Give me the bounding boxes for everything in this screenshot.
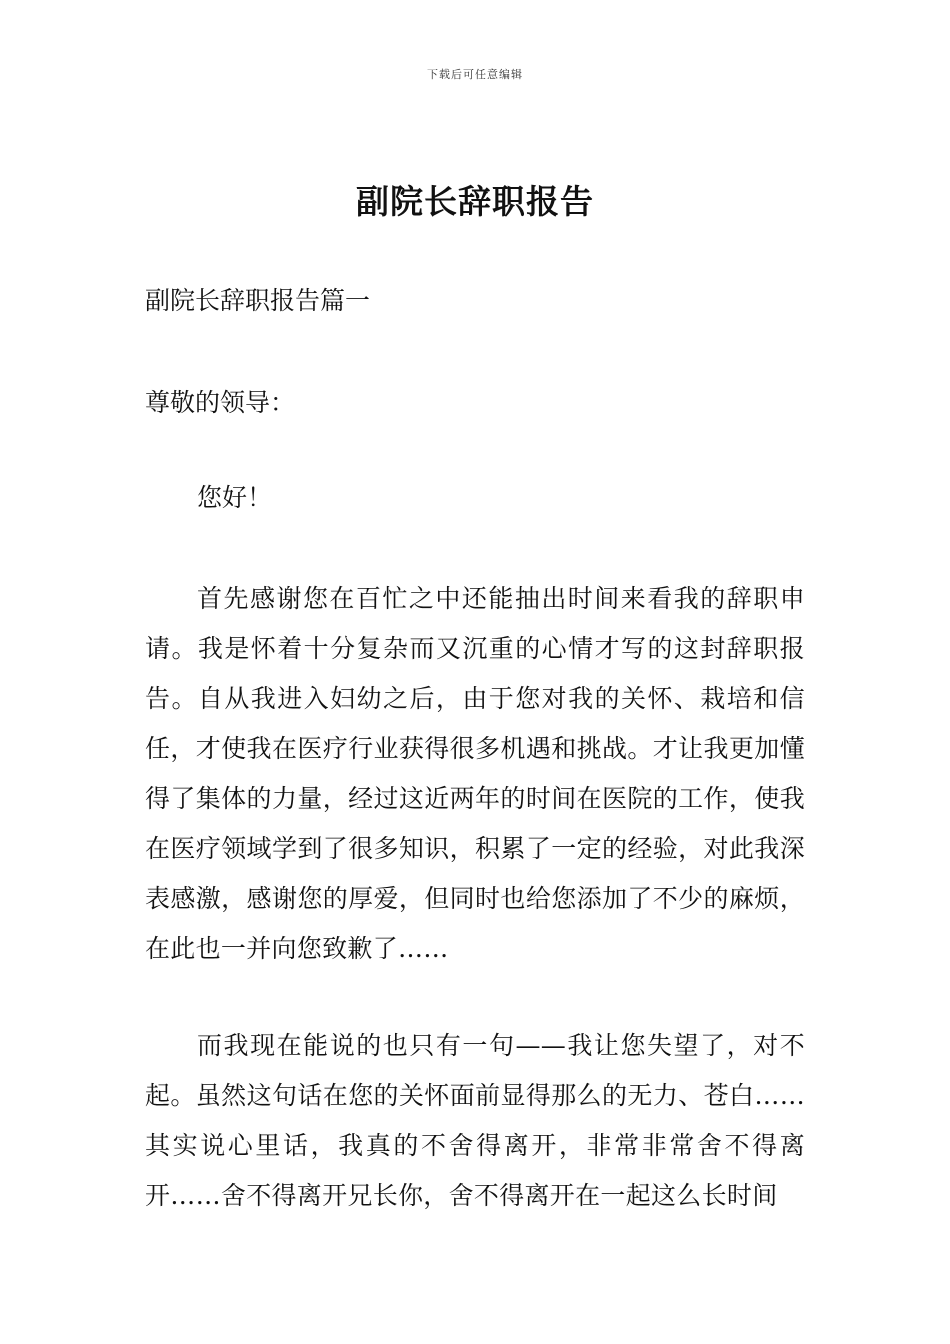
greeting: 您好！ <box>197 483 273 512</box>
section-heading: 副院长辞职报告篇一 <box>145 286 371 315</box>
body-paragraph-2: 而我现在能说的也只有一句——我让您失望了，对不起。虽然这句话在您的关怀面前显得那么的无力、苍白……其实说心里话，我真的不舍得离开，非常非常舍不得离开……舍不得离开兄长你，舍不得离开在一起这么长时间 <box>145 1031 805 1210</box>
document-title: 副院长辞职报告 <box>356 182 594 221</box>
body-paragraph-1: 首先感谢您在百忙之中还能抽出时间来看我的辞职申请。我是怀着十分复杂而又沉重的心情才写的这封辞职报告。自从我进入妇幼之后，由于您对我的关怀、栽培和信任，才使我在医疗行业获得很多机遇和挑战。才让我更加懂得了集体的力量，经过这近两年的时间在医院的工作，使我在医疗领域学到了很多知识，积累了一定的经验，对此我深表感激，感谢您的厚爱，但同时也给您添加了不少的麻烦，在此也一并向您致歉了…… <box>145 584 805 963</box>
header-note: 下载后可任意编辑 <box>427 68 523 81</box>
salutation: 尊敬的领导： <box>145 388 296 417</box>
